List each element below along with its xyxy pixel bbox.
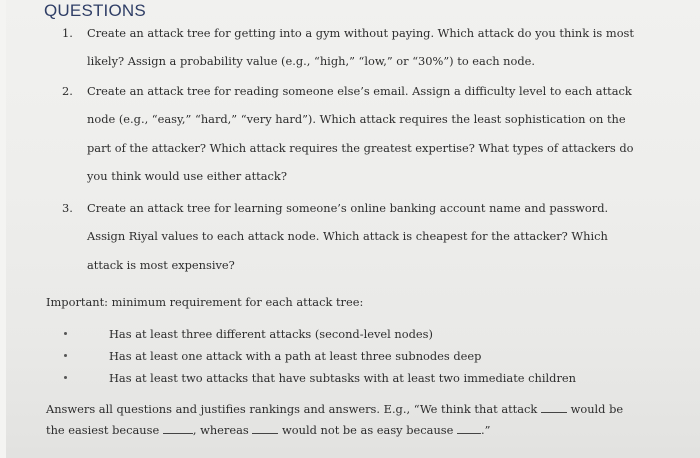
question-number: 1. [62,26,73,40]
list-item-text: Has at least three different attacks (second-level nodes) [109,327,433,341]
fill-in-blank [163,423,193,434]
footer-text-3: , whereas [192,423,249,437]
list-item-text: Has at least one attack with a path at least three subnodes deep [109,349,482,363]
question-2 [62,77,642,190]
footer-text-1: Answers all questions and justifies rankings and answers. E.g., “We think that attack [46,402,538,416]
footer-text-4: would not be as easy because [282,423,454,437]
fill-in-blank [457,423,481,434]
question-text: Create an attack tree for getting into a gym without paying. Which attack do you think is most likely? Assign a probability value (e.g., “high,” “low,” or “30%”) to each node. [87,26,634,69]
question-number: 2. [62,84,73,98]
question-1 [62,19,642,76]
bullet-icon [64,354,67,357]
page-title: QUESTIONS [44,1,146,20]
fill-in-blank [541,402,567,413]
question-3 [62,194,642,279]
bullet-icon [64,332,67,335]
fill-in-blank [252,423,278,434]
question-text: Create an attack tree for learning someone’s online banking account name and password. Assign Riyal values to each attack node. Which attack is cheapest for the attacker? Which attack is most expensive? [87,201,609,272]
footer-text-5: .” [481,423,491,437]
list-item-text: Has at least two attacks that have subtasks with at least two immediate children [109,371,576,385]
question-text: Create an attack tree for reading someone else’s email. Assign a difficulty level to each attack node (e.g., “easy,” “hard,” “very hard”). Which attack requires the least sophistication on the part of the attacker? Which attack requires the greatest expertise? What types of attackers do you think would use either attack? [87,84,634,183]
footer-text-2: would be the easiest because [46,402,624,437]
answer-instructions [46,399,636,441]
requirements-heading: Important: minimum requirement for each attack tree: [46,295,364,309]
question-number: 3. [62,201,73,215]
bullet-icon [64,376,67,379]
